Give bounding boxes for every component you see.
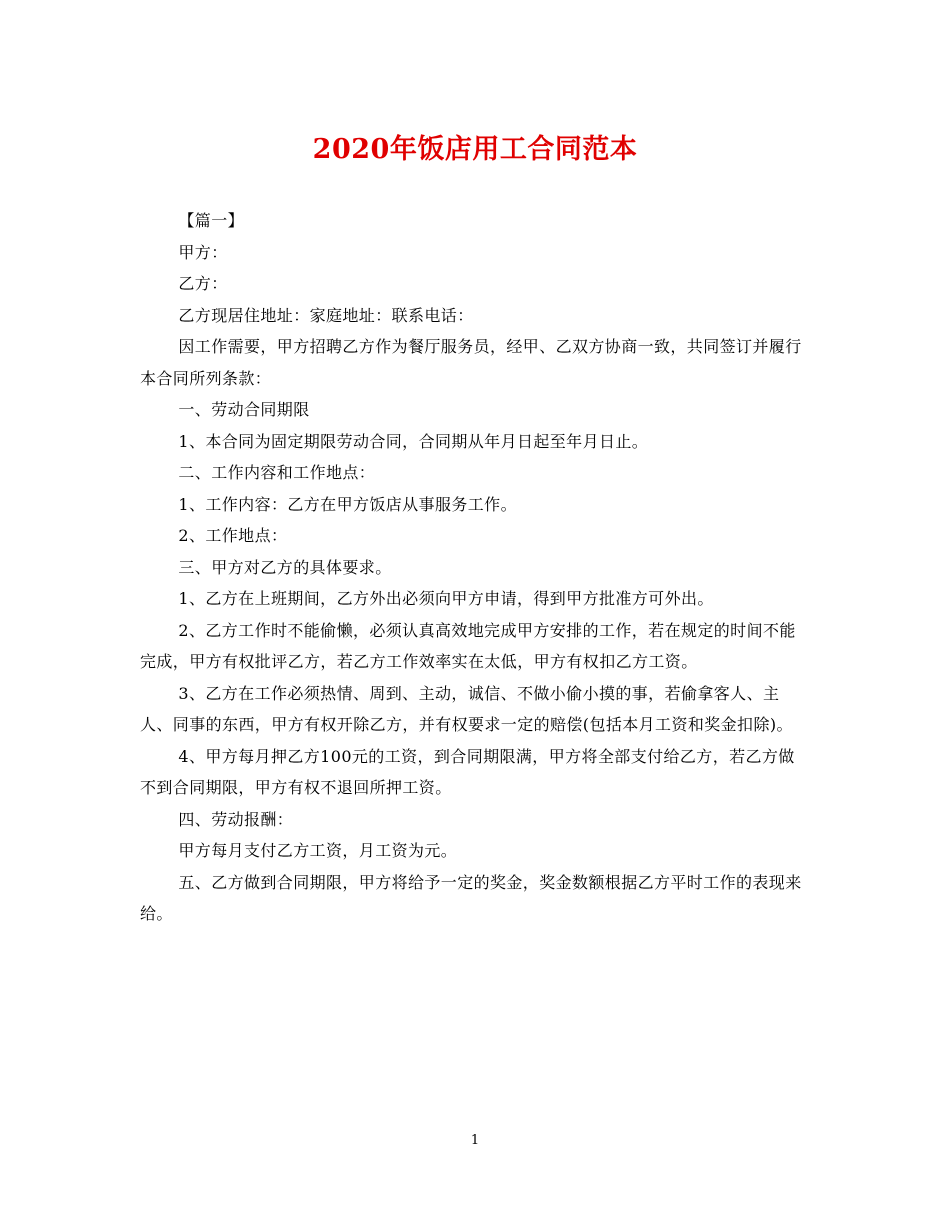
paragraph-heading-requirements: 三、甲方对乙方的具体要求。 [178, 557, 392, 577]
paragraph-requirement-2: 2、乙方工作时不能偷懒，必须认真高效地完成甲方安排的工作，若在规定的时间不能完成，甲方有权批评乙方，若乙方工作效率实在太低，甲方有权扣乙方工资。 [140, 620, 796, 671]
paragraph-pay: 甲方每月支付乙方工资，月工资为元。 [178, 841, 458, 860]
paragraph-work-location: 2、工作地点： [178, 526, 288, 545]
paragraph-party-b: 乙方： [178, 274, 228, 293]
paragraph-section-label: 【篇一】 [178, 211, 244, 230]
paragraph-heading-pay: 四、劳动报酬： [178, 809, 294, 829]
paragraph-heading-term: 一、劳动合同期限 [178, 400, 310, 419]
paragraph-party-b-address: 乙方现居住地址：家庭地址：联系电话： [178, 305, 474, 325]
document-title: 2020年饭店用工合同范本 [312, 134, 638, 165]
paragraph-bonus: 五、乙方做到合同期限，甲方将给予一定的奖金，奖金数额根据乙方平时工作的表现来给。 [140, 872, 802, 923]
document-body [140, 205, 810, 930]
paragraph-term-1: 1、本合同为固定期限劳动合同，合同期从年月日起至年月日止。 [178, 431, 649, 451]
paragraph-requirement-3: 3、乙方在工作必须热情、周到、主动，诚信、不做小偷小摸的事，若偷拿客人、主人、同事的东西，甲方有权开除乙方，并有权要求一定的赔偿(包括本月工资和奖金扣除)。 [140, 683, 793, 734]
paragraph-preamble: 因工作需要，甲方招聘乙方作为餐厅服务员，经甲、乙双方协商一致，共同签订并履行本合同所列条款： [140, 337, 802, 388]
paragraph-heading-work: 二、工作内容和工作地点： [178, 463, 376, 482]
paragraph-party-a: 甲方： [178, 242, 228, 262]
paragraph-requirement-4: 4、甲方每月押乙方100元的工资，到合同期限满，甲方将全部支付给乙方，若乙方做不到合同期限，甲方有权不退回所押工资。 [140, 746, 795, 797]
paragraph-work-content: 1、工作内容：乙方在甲方饭店从事服务工作。 [178, 494, 517, 514]
paragraph-requirement-1: 1、乙方在上班期间，乙方外出必须向甲方申请，得到甲方批准方可外出。 [178, 589, 714, 608]
page-number: 1 [470, 1133, 480, 1148]
